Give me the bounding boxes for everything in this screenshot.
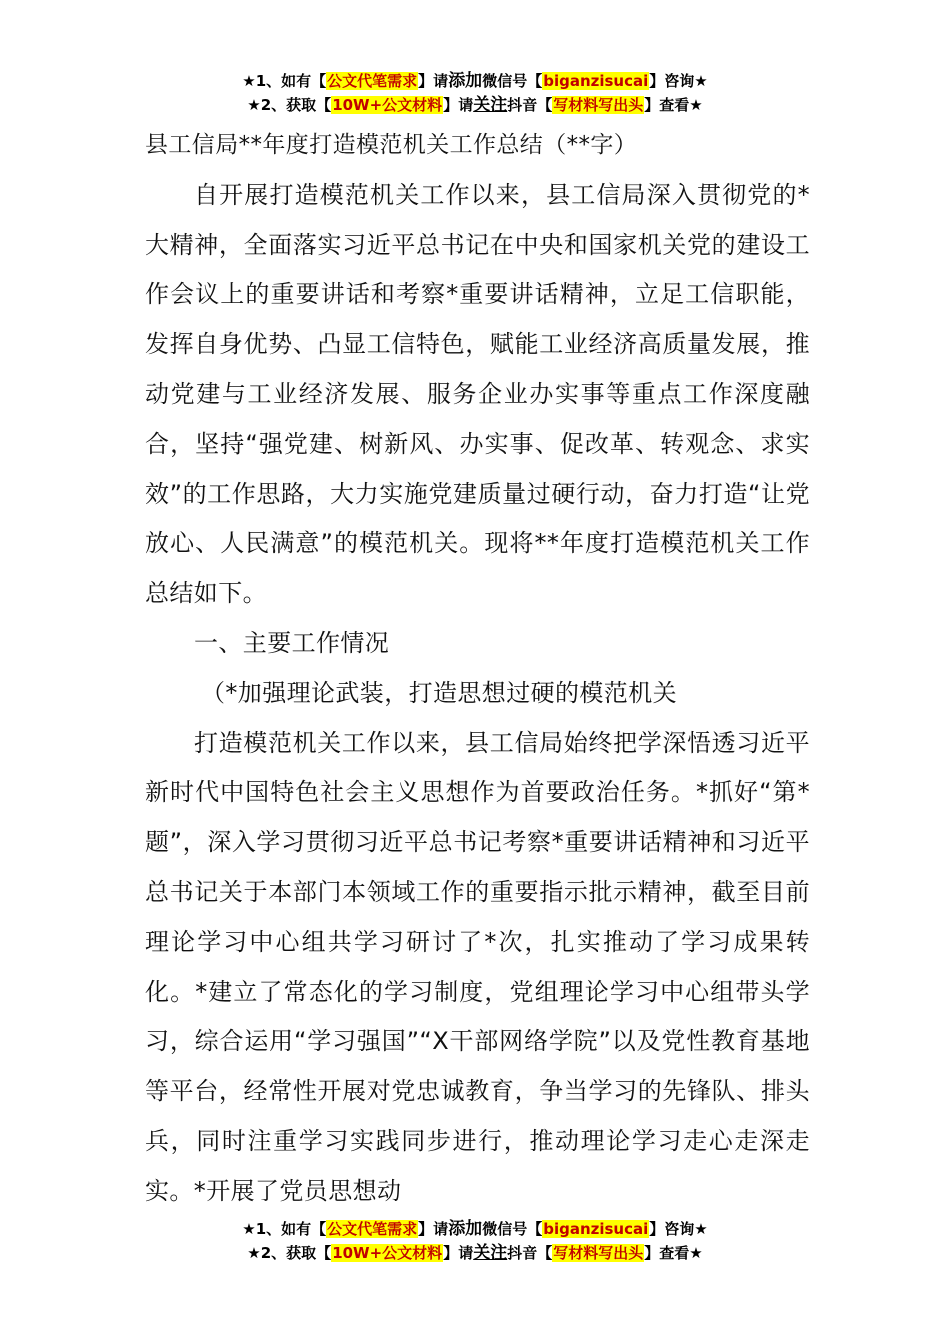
promo-text: 】咨询★ bbox=[649, 72, 708, 90]
promo-line-1 bbox=[0, 1218, 950, 1242]
promo-text: 抖音【 bbox=[507, 1244, 553, 1262]
douyin-account-highlight: 写材料写出头 bbox=[553, 96, 644, 114]
wechat-id-highlight: biganzisucai bbox=[543, 1220, 649, 1238]
document-body bbox=[145, 121, 810, 1217]
intro-paragraph: 自开展打造模范机关工作以来，县工信局深入贯彻党的*大精神，全面落实习近平总书记在中央和国家机关党的建设工作会议上的重要讲话和考察*重要讲话精神，立足工信职能，发挥自身优势、凸显工信特色，赋能工业经济高质量发展，推动党建与工业经济发展、服务企业办实事等重点工作深度融合，坚持“强党建、树新风、办实事、促改革、转观念、求实效”的工作思路，大力实施党建质量过硬行动，奋力打造“让党放心、人民满意”的模范机关。现将**年度打造模范机关工作总结如下。 bbox=[145, 180, 810, 608]
promo-text: 】请 bbox=[418, 72, 449, 90]
document-title: 县工信局**年度打造模范机关工作总结（**字） bbox=[145, 132, 638, 158]
footer-promo-banner bbox=[0, 1218, 950, 1266]
promo-text: ★2、获取【 bbox=[247, 96, 332, 114]
promo-text: ★1、如有【 bbox=[242, 72, 327, 90]
body-paragraph: 打造模范机关工作以来，县工信局始终把学深悟透习近平新时代中国特色社会主义思想作为首要政治任务。*抓好“第*题”，深入学习贯彻习近平总书记考察*重要讲话精神和习近平总书记关于本部门本领域工作的重要指示批示精神，截至目前理论学习中心组共学习研讨了*次，扎实推动了学习成果转化。*建立了常态化的学习制度，党组理论学习中心组带头学习，综合运用“学习强国”“X干部网络学院”以及党性教育基地等平台，经常性开展对党忠诚教育，争当学习的先锋队、排头兵，同时注重学习实践同步进行，推动理论学习走心走深走实。*开展了党员思想动 bbox=[145, 728, 810, 1205]
promo-text: 】查看★ bbox=[644, 96, 703, 114]
promo-highlight: 10W+公文材料 bbox=[332, 1244, 443, 1262]
section-heading: 一、主要工作情况 bbox=[194, 628, 390, 657]
promo-text: 抖音【 bbox=[507, 96, 553, 114]
promo-text: ★1、如有【 bbox=[242, 1220, 327, 1238]
wechat-id-highlight: biganzisucai bbox=[543, 72, 649, 90]
promo-emphasis: 关注 bbox=[473, 1243, 508, 1263]
promo-emphasis: 添加 bbox=[448, 71, 483, 91]
promo-highlight: 10W+公文材料 bbox=[332, 96, 443, 114]
header-promo-banner bbox=[0, 70, 950, 118]
promo-text: 】咨询★ bbox=[649, 1220, 708, 1238]
promo-text: ★2、获取【 bbox=[247, 1244, 332, 1262]
promo-text: 】请 bbox=[443, 1244, 474, 1262]
promo-text: 】请 bbox=[443, 96, 474, 114]
promo-line-2 bbox=[0, 1242, 950, 1266]
promo-emphasis: 添加 bbox=[448, 1219, 483, 1239]
douyin-account-highlight: 写材料写出头 bbox=[553, 1244, 644, 1262]
promo-highlight: 公文代笔需求 bbox=[327, 1220, 418, 1238]
promo-line-2 bbox=[0, 94, 950, 118]
subsection-heading: （*加强理论武装，打造思想过硬的模范机关 bbox=[201, 678, 677, 707]
promo-highlight: 公文代笔需求 bbox=[327, 72, 418, 90]
promo-text: 微信号【 bbox=[482, 1220, 543, 1238]
promo-text: 】查看★ bbox=[644, 1244, 703, 1262]
promo-text: 】请 bbox=[418, 1220, 449, 1238]
promo-text: 微信号【 bbox=[482, 72, 543, 90]
promo-emphasis: 关注 bbox=[473, 95, 508, 115]
promo-line-1 bbox=[0, 70, 950, 94]
